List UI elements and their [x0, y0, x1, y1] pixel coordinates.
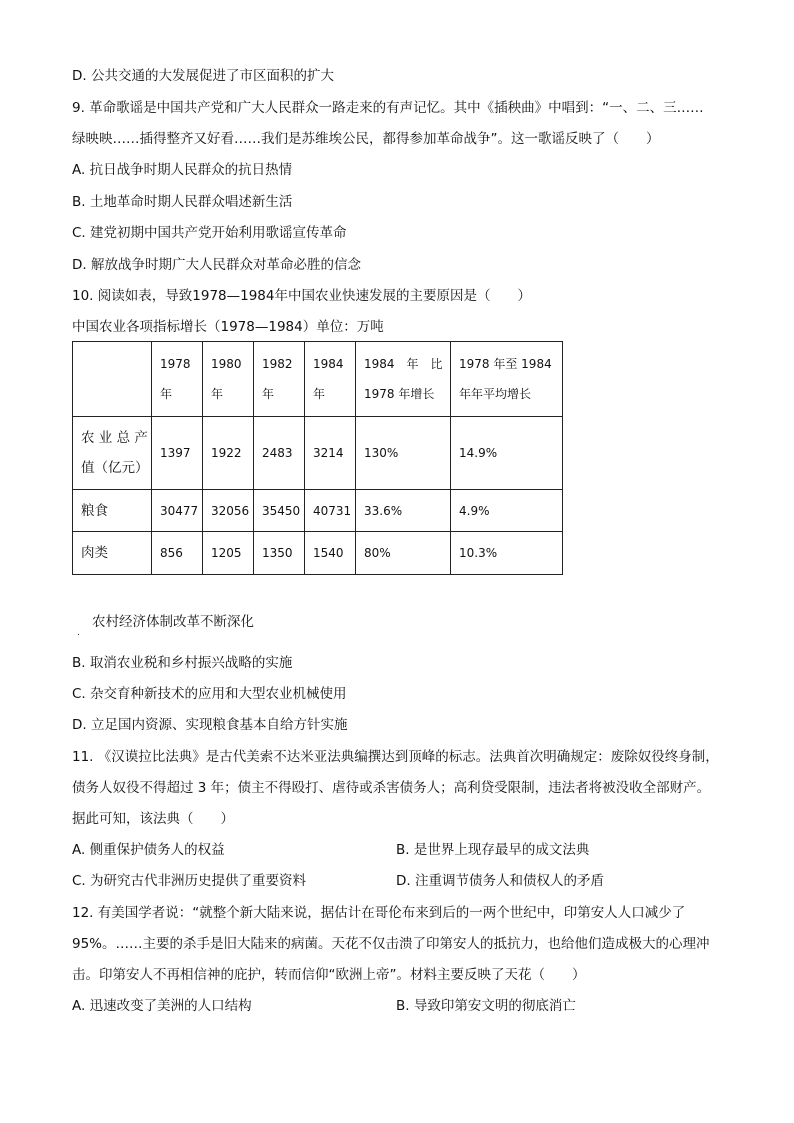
cell: 32056 [203, 490, 254, 532]
cell: 1350 [254, 532, 305, 575]
table-corner-cell [73, 342, 152, 417]
q11-option-c: C. 为研究古代非洲历史提供了重要资料 [72, 873, 307, 889]
q11-option-d: D. 注重调节债务人和债权人的矛盾 [396, 873, 604, 889]
q12-stem-line1: 12. 有美国学者说：“就整个新大陆来说，据估计在哥伦布来到后的一两个世纪中，印第安人人口减少了 [72, 905, 686, 921]
q10-option-d: D. 立足国内资源、实现粮食基本自给方针实施 [72, 717, 348, 733]
q11-option-b: B. 是世界上现存最早的成文法典 [396, 842, 590, 858]
q11-stem-line3: 据此可知，该法典（ ） [72, 811, 234, 827]
cell: 35450 [254, 490, 305, 532]
q12-option-b: B. 导致印第安文明的彻底消亡 [396, 998, 576, 1014]
q10-option-a: 农村经济体制改革不断深化 [92, 614, 254, 630]
cell: 130% [356, 417, 451, 490]
q10-option-c: C. 杂交育种新技术的应用和大型农业机械使用 [72, 686, 347, 702]
q12-option-a: A. 迅速改变了美洲的人口结构 [72, 998, 252, 1014]
cell: 40731 [305, 490, 356, 532]
header-1978: 1978 年 [152, 342, 203, 417]
cell: 80% [356, 532, 451, 575]
table-row [73, 532, 563, 575]
q9-stem-line1: 9. 革命歌谣是中国共产党和广大人民群众一路走来的有声记忆。其中《插秧曲》中唱到：“一、二、三…… [72, 100, 704, 116]
q9-stem-line2: 绿映映……插得整齐又好看……我们是苏维埃公民，都得参加革命战争”。这一歌谣反映了（ ） [72, 131, 660, 147]
cell: 1205 [203, 532, 254, 575]
q9-option-b: B. 土地革命时期人民群众唱述新生活 [72, 194, 293, 210]
q11-stem-line1: 11. 《汉谟拉比法典》是古代美索不达米亚法典编撰达到顶峰的标志。法典首次明确规定：废除奴役终身制， [72, 749, 719, 765]
row-label: 农 业 总 产 值（亿元） [73, 417, 152, 490]
q9-option-c: C. 建党初期中国共产党开始利用歌谣宣传革命 [72, 225, 347, 241]
q11-option-a: A. 侧重保护债务人的权益 [72, 842, 225, 858]
cell: 14.9% [451, 417, 563, 490]
table-row [73, 490, 563, 532]
agriculture-growth-table [72, 341, 563, 575]
header-annual-average-growth: 1978 年至 1984 年年平均增长 [451, 342, 563, 417]
table-header-row [73, 342, 563, 417]
header-growth-vs-1978: 1984 年 比 1978 年增长 [356, 342, 451, 417]
q10-option-a-marker: . [77, 628, 80, 638]
q10-option-b: B. 取消农业税和乡村振兴战略的实施 [72, 655, 293, 671]
cell: 2483 [254, 417, 305, 490]
table-row [73, 417, 563, 490]
cell: 4.9% [451, 490, 563, 532]
q10-stem: 10. 阅读如表，导致1978—1984年中国农业快速发展的主要原因是（ ） [72, 288, 531, 304]
q9-option-a: A. 抗日战争时期人民群众的抗日热情 [72, 162, 293, 178]
row-label: 肉类 [73, 532, 152, 575]
cell: 1540 [305, 532, 356, 575]
row-label: 粮食 [73, 490, 152, 532]
q10-table-caption: 中国农业各项指标增长（1978—1984）单位：万吨 [72, 319, 384, 335]
header-1984: 1984 年 [305, 342, 356, 417]
q8-option-d: D. 公共交通的大发展促进了市区面积的扩大 [72, 68, 334, 84]
q12-stem-line2: 95%。……主要的杀手是旧大陆来的病菌。天花不仅击溃了印第安人的抵抗力，也给他们造成极大的心理冲 [72, 936, 710, 952]
q11-stem-line2: 债务人奴役不得超过 3 年；债主不得殴打、虐待或杀害债务人；高利贷受限制，违法者将被没收全部财产。 [72, 780, 711, 796]
q12-stem-line3: 击。印第安人不再相信神的庇护，转而信仰“欧洲上帝”。材料主要反映了天花（ ） [72, 967, 586, 983]
cell: 1397 [152, 417, 203, 490]
cell: 30477 [152, 490, 203, 532]
q9-option-d: D. 解放战争时期广大人民群众对革命必胜的信念 [72, 257, 361, 273]
header-1980: 1980 年 [203, 342, 254, 417]
cell: 10.3% [451, 532, 563, 575]
cell: 33.6% [356, 490, 451, 532]
cell: 1922 [203, 417, 254, 490]
cell: 856 [152, 532, 203, 575]
cell: 3214 [305, 417, 356, 490]
header-1982: 1982 年 [254, 342, 305, 417]
